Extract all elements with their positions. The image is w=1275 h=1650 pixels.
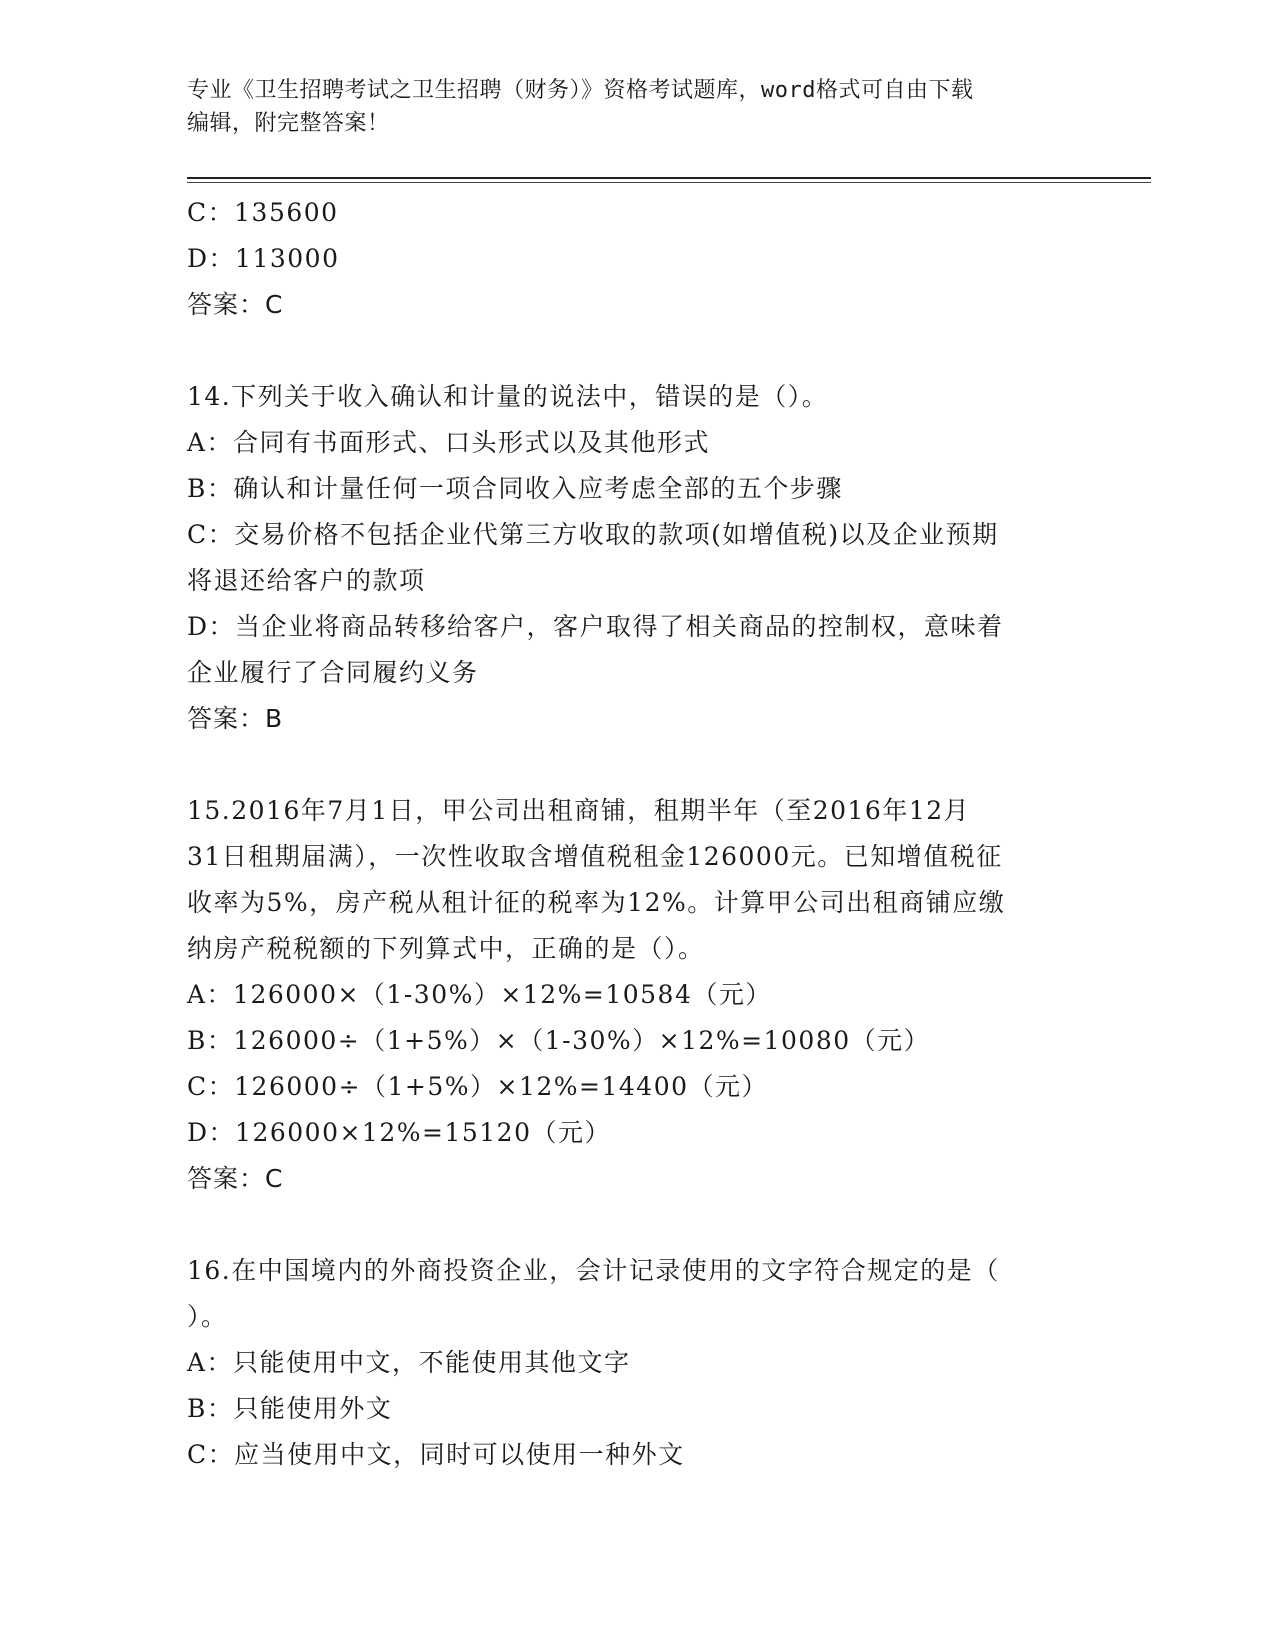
option-d: D：126000×12%=15120（元）: [187, 1118, 611, 1147]
option-b: B：126000÷（1+5%）×（1-30%）×12%=10080（元）: [187, 1026, 931, 1055]
option-a: A：合同有书面形式、口头形式以及其他形式: [187, 428, 711, 457]
answer-line: 答案：C: [187, 290, 284, 319]
option-c: C：交易价格不包括企业代第三方收取的款项(如增值税)以及企业预期: [187, 520, 999, 549]
answer-line: 答案：B: [187, 704, 284, 733]
question-14: [187, 374, 1087, 742]
question-stem-line-3: 收率为5%，房产税从租计征的税率为12%。计算甲公司出租商铺应缴: [187, 888, 1006, 917]
option-c: C：135600: [187, 198, 339, 227]
option-b: B：确认和计量任何一项合同收入应考虑全部的五个步骤: [187, 474, 843, 503]
question-stem-line-2: 31日租期届满），一次性收取含增值税租金126000元。已知增值税征: [187, 842, 1003, 871]
header-line-2: 编辑，附完整答案！: [187, 111, 390, 136]
question-stem: 16.在中国境内的外商投资企业，会计记录使用的文字符合规定的是（: [187, 1256, 1000, 1285]
option-c: C：应当使用中文，同时可以使用一种外文: [187, 1440, 685, 1469]
document-header: [187, 74, 1067, 140]
question-stem-line-4: 纳房产税税额的下列算式中，正确的是（）。: [187, 934, 705, 963]
option-a: A：126000×（1-30%）×12%=10584（元）: [187, 980, 772, 1009]
question-15: [187, 788, 1087, 1202]
header-divider-thin: [187, 182, 1151, 183]
header-divider: [187, 177, 1151, 179]
option-a: A：只能使用中文，不能使用其他文字: [187, 1348, 631, 1377]
option-b: B：只能使用外文: [187, 1394, 393, 1423]
option-d: D：当企业将商品转移给客户，客户取得了相关商品的控制权，意味着: [187, 612, 1004, 641]
answer-line: 答案：C: [187, 1164, 284, 1193]
option-c: C：126000÷（1+5%）×12%=14400（元）: [187, 1072, 769, 1101]
question-stem: 14.下列关于收入确认和计量的说法中，错误的是（）。: [187, 382, 829, 411]
question-stem-line-2: ）。: [187, 1302, 228, 1331]
option-d-continued: 企业履行了合同履约义务: [187, 658, 479, 687]
document-body: [187, 190, 1087, 1478]
option-c-continued: 将退还给客户的款项: [187, 566, 426, 595]
question-stem: 15.2016年7月1日，甲公司出租商铺，租期半年（至2016年12月: [187, 796, 971, 825]
prev-question: [187, 190, 1087, 328]
question-16: [187, 1248, 1087, 1478]
option-d: D：113000: [187, 244, 340, 273]
header-line-1: 专业《卫生招聘考试之卫生招聘（财务）》资格考试题库，word格式可自由下载: [187, 78, 974, 103]
